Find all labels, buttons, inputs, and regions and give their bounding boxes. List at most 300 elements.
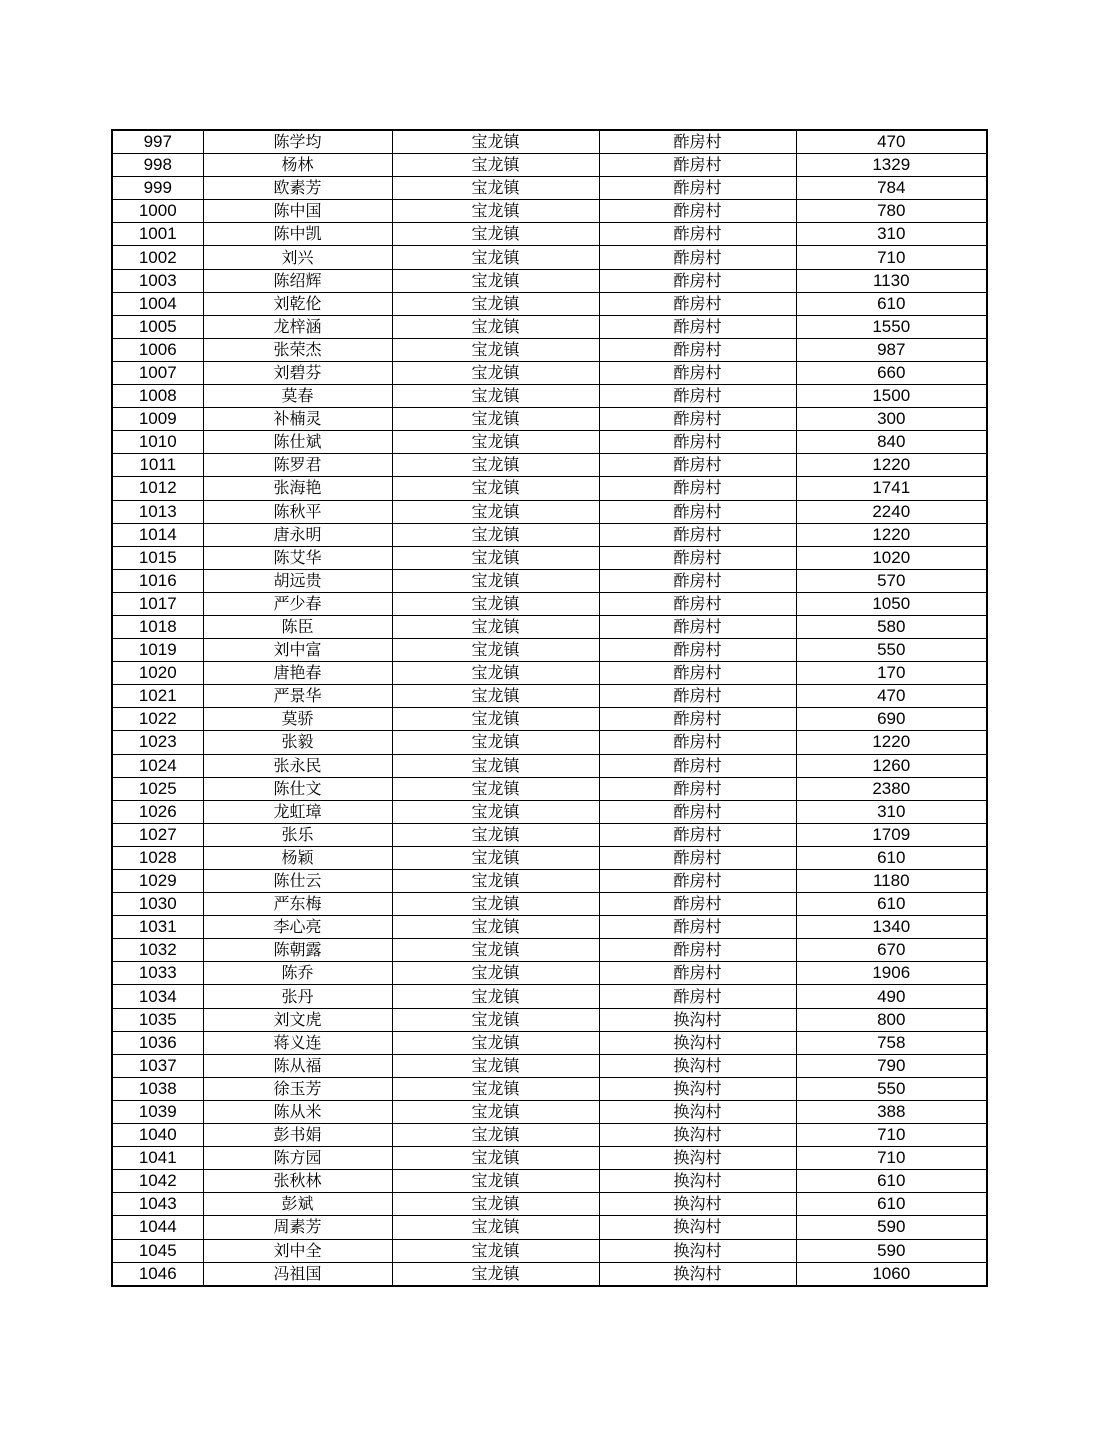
village-cell: 酢房村 <box>599 223 796 246</box>
amount-cell: 690 <box>796 708 987 731</box>
village-cell: 酢房村 <box>599 639 796 662</box>
amount-cell: 1220 <box>796 523 987 546</box>
row-number-cell: 1012 <box>112 477 203 500</box>
town-cell: 宝龙镇 <box>392 893 599 916</box>
village-cell: 换沟村 <box>599 1031 796 1054</box>
row-number-cell: 1000 <box>112 200 203 223</box>
row-number-cell: 1010 <box>112 431 203 454</box>
town-cell: 宝龙镇 <box>392 708 599 731</box>
village-cell: 酢房村 <box>599 569 796 592</box>
table-row <box>112 1262 987 1286</box>
amount-cell: 610 <box>796 846 987 869</box>
village-cell: 换沟村 <box>599 1100 796 1123</box>
amount-cell: 1340 <box>796 916 987 939</box>
village-cell: 酢房村 <box>599 315 796 338</box>
amount-cell: 1060 <box>796 1262 987 1286</box>
row-number-cell: 1006 <box>112 338 203 361</box>
town-cell: 宝龙镇 <box>392 200 599 223</box>
village-cell: 酢房村 <box>599 385 796 408</box>
town-cell: 宝龙镇 <box>392 846 599 869</box>
amount-cell: 550 <box>796 1077 987 1100</box>
name-cell: 陈秋平 <box>203 500 392 523</box>
row-number-cell: 1002 <box>112 246 203 269</box>
amount-cell: 840 <box>796 431 987 454</box>
row-number-cell: 1022 <box>112 708 203 731</box>
village-cell: 酢房村 <box>599 177 796 200</box>
row-number-cell: 1026 <box>112 800 203 823</box>
town-cell: 宝龙镇 <box>392 777 599 800</box>
amount-cell: 710 <box>796 246 987 269</box>
amount-cell: 1220 <box>796 731 987 754</box>
name-cell: 陈朝露 <box>203 939 392 962</box>
town-cell: 宝龙镇 <box>392 1054 599 1077</box>
row-number-cell: 1036 <box>112 1031 203 1054</box>
name-cell: 莫骄 <box>203 708 392 731</box>
town-cell: 宝龙镇 <box>392 870 599 893</box>
table-row <box>112 315 987 338</box>
table-row <box>112 1193 987 1216</box>
row-number-cell: 999 <box>112 177 203 200</box>
row-number-cell: 1029 <box>112 870 203 893</box>
village-cell: 酢房村 <box>599 685 796 708</box>
town-cell: 宝龙镇 <box>392 1170 599 1193</box>
town-cell: 宝龙镇 <box>392 754 599 777</box>
row-number-cell: 1016 <box>112 569 203 592</box>
table-row <box>112 685 987 708</box>
amount-cell: 1550 <box>796 315 987 338</box>
village-cell: 换沟村 <box>599 1170 796 1193</box>
name-cell: 陈仕云 <box>203 870 392 893</box>
amount-cell: 1500 <box>796 385 987 408</box>
table-row <box>112 1170 987 1193</box>
row-number-cell: 998 <box>112 154 203 177</box>
village-cell: 酢房村 <box>599 269 796 292</box>
town-cell: 宝龙镇 <box>392 823 599 846</box>
table-row <box>112 338 987 361</box>
town-cell: 宝龙镇 <box>392 385 599 408</box>
amount-cell: 1906 <box>796 962 987 985</box>
row-number-cell: 1019 <box>112 639 203 662</box>
amount-cell: 1741 <box>796 477 987 500</box>
row-number-cell: 1042 <box>112 1170 203 1193</box>
amount-cell: 490 <box>796 985 987 1008</box>
row-number-cell: 1035 <box>112 1008 203 1031</box>
table-row <box>112 223 987 246</box>
row-number-cell: 1007 <box>112 361 203 384</box>
village-cell: 酢房村 <box>599 777 796 800</box>
town-cell: 宝龙镇 <box>392 546 599 569</box>
row-number-cell: 1038 <box>112 1077 203 1100</box>
name-cell: 陈从米 <box>203 1100 392 1123</box>
name-cell: 龙虹璋 <box>203 800 392 823</box>
amount-cell: 580 <box>796 615 987 638</box>
name-cell: 陈仕斌 <box>203 431 392 454</box>
name-cell: 陈仕文 <box>203 777 392 800</box>
row-number-cell: 1013 <box>112 500 203 523</box>
table-row <box>112 1031 987 1054</box>
row-number-cell: 1039 <box>112 1100 203 1123</box>
table-row <box>112 1054 987 1077</box>
table-row <box>112 846 987 869</box>
name-cell: 陈绍辉 <box>203 269 392 292</box>
town-cell: 宝龙镇 <box>392 523 599 546</box>
name-cell: 陈学均 <box>203 130 392 154</box>
row-number-cell: 997 <box>112 130 203 154</box>
row-number-cell: 1040 <box>112 1124 203 1147</box>
town-cell: 宝龙镇 <box>392 477 599 500</box>
name-cell: 张海艳 <box>203 477 392 500</box>
table-row <box>112 454 987 477</box>
row-number-cell: 1001 <box>112 223 203 246</box>
town-cell: 宝龙镇 <box>392 292 599 315</box>
name-cell: 胡远贵 <box>203 569 392 592</box>
name-cell: 陈乔 <box>203 962 392 985</box>
town-cell: 宝龙镇 <box>392 685 599 708</box>
village-cell: 酢房村 <box>599 592 796 615</box>
table-row <box>112 893 987 916</box>
town-cell: 宝龙镇 <box>392 1077 599 1100</box>
amount-cell: 470 <box>796 130 987 154</box>
amount-cell: 2240 <box>796 500 987 523</box>
table-row <box>112 130 987 154</box>
amount-cell: 710 <box>796 1124 987 1147</box>
town-cell: 宝龙镇 <box>392 592 599 615</box>
town-cell: 宝龙镇 <box>392 1262 599 1286</box>
village-cell: 酢房村 <box>599 985 796 1008</box>
name-cell: 莫春 <box>203 385 392 408</box>
town-cell: 宝龙镇 <box>392 1008 599 1031</box>
town-cell: 宝龙镇 <box>392 177 599 200</box>
name-cell: 徐玉芳 <box>203 1077 392 1100</box>
name-cell: 补楠灵 <box>203 408 392 431</box>
table-body <box>112 130 987 1286</box>
table-row <box>112 292 987 315</box>
amount-cell: 660 <box>796 361 987 384</box>
amount-cell: 1050 <box>796 592 987 615</box>
town-cell: 宝龙镇 <box>392 315 599 338</box>
town-cell: 宝龙镇 <box>392 1239 599 1262</box>
row-number-cell: 1044 <box>112 1216 203 1239</box>
table-row <box>112 200 987 223</box>
amount-cell: 590 <box>796 1216 987 1239</box>
village-cell: 酢房村 <box>599 754 796 777</box>
table-row <box>112 615 987 638</box>
name-cell: 刘中富 <box>203 639 392 662</box>
town-cell: 宝龙镇 <box>392 500 599 523</box>
town-cell: 宝龙镇 <box>392 154 599 177</box>
table-row <box>112 592 987 615</box>
name-cell: 严少春 <box>203 592 392 615</box>
table-row <box>112 777 987 800</box>
table-row <box>112 800 987 823</box>
amount-cell: 710 <box>796 1147 987 1170</box>
town-cell: 宝龙镇 <box>392 615 599 638</box>
table-row <box>112 431 987 454</box>
name-cell: 刘中全 <box>203 1239 392 1262</box>
village-cell: 酢房村 <box>599 708 796 731</box>
table-row <box>112 477 987 500</box>
village-cell: 酢房村 <box>599 916 796 939</box>
table-row <box>112 1100 987 1123</box>
village-cell: 酢房村 <box>599 500 796 523</box>
village-cell: 酢房村 <box>599 893 796 916</box>
row-number-cell: 1009 <box>112 408 203 431</box>
row-number-cell: 1015 <box>112 546 203 569</box>
village-cell: 酢房村 <box>599 870 796 893</box>
village-cell: 换沟村 <box>599 1008 796 1031</box>
row-number-cell: 1034 <box>112 985 203 1008</box>
name-cell: 欧素芳 <box>203 177 392 200</box>
village-cell: 换沟村 <box>599 1193 796 1216</box>
row-number-cell: 1030 <box>112 893 203 916</box>
village-cell: 酢房村 <box>599 477 796 500</box>
table-row <box>112 1147 987 1170</box>
village-cell: 酢房村 <box>599 338 796 361</box>
row-number-cell: 1004 <box>112 292 203 315</box>
amount-cell: 470 <box>796 685 987 708</box>
amount-cell: 300 <box>796 408 987 431</box>
name-cell: 唐永明 <box>203 523 392 546</box>
table-row <box>112 916 987 939</box>
row-number-cell: 1033 <box>112 962 203 985</box>
name-cell: 彭斌 <box>203 1193 392 1216</box>
town-cell: 宝龙镇 <box>392 338 599 361</box>
name-cell: 陈艾华 <box>203 546 392 569</box>
table-row <box>112 962 987 985</box>
amount-cell: 758 <box>796 1031 987 1054</box>
village-cell: 酢房村 <box>599 246 796 269</box>
village-cell: 酢房村 <box>599 200 796 223</box>
name-cell: 陈从福 <box>203 1054 392 1077</box>
town-cell: 宝龙镇 <box>392 269 599 292</box>
name-cell: 李心亮 <box>203 916 392 939</box>
name-cell: 张丹 <box>203 985 392 1008</box>
name-cell: 周素芳 <box>203 1216 392 1239</box>
row-number-cell: 1027 <box>112 823 203 846</box>
town-cell: 宝龙镇 <box>392 408 599 431</box>
row-number-cell: 1005 <box>112 315 203 338</box>
amount-cell: 1220 <box>796 454 987 477</box>
row-number-cell: 1024 <box>112 754 203 777</box>
table-row <box>112 385 987 408</box>
town-cell: 宝龙镇 <box>392 1147 599 1170</box>
name-cell: 严景华 <box>203 685 392 708</box>
table-row <box>112 870 987 893</box>
name-cell: 刘文虎 <box>203 1008 392 1031</box>
village-cell: 酢房村 <box>599 731 796 754</box>
table-row <box>112 639 987 662</box>
town-cell: 宝龙镇 <box>392 223 599 246</box>
amount-cell: 550 <box>796 639 987 662</box>
town-cell: 宝龙镇 <box>392 800 599 823</box>
village-cell: 酢房村 <box>599 523 796 546</box>
amount-cell: 610 <box>796 1193 987 1216</box>
town-cell: 宝龙镇 <box>392 1193 599 1216</box>
name-cell: 张永民 <box>203 754 392 777</box>
table-row <box>112 177 987 200</box>
village-cell: 酢房村 <box>599 408 796 431</box>
table-row <box>112 708 987 731</box>
name-cell: 陈中国 <box>203 200 392 223</box>
amount-cell: 987 <box>796 338 987 361</box>
row-number-cell: 1021 <box>112 685 203 708</box>
row-number-cell: 1020 <box>112 662 203 685</box>
village-cell: 换沟村 <box>599 1077 796 1100</box>
table-row <box>112 823 987 846</box>
village-cell: 酢房村 <box>599 154 796 177</box>
row-number-cell: 1014 <box>112 523 203 546</box>
village-cell: 酢房村 <box>599 939 796 962</box>
name-cell: 彭书娟 <box>203 1124 392 1147</box>
table-row <box>112 1124 987 1147</box>
village-cell: 酢房村 <box>599 361 796 384</box>
town-cell: 宝龙镇 <box>392 985 599 1008</box>
village-cell: 换沟村 <box>599 1262 796 1286</box>
row-number-cell: 1046 <box>112 1262 203 1286</box>
amount-cell: 790 <box>796 1054 987 1077</box>
village-cell: 酢房村 <box>599 130 796 154</box>
table-row <box>112 361 987 384</box>
name-cell: 陈方园 <box>203 1147 392 1170</box>
town-cell: 宝龙镇 <box>392 1100 599 1123</box>
village-cell: 换沟村 <box>599 1239 796 1262</box>
town-cell: 宝龙镇 <box>392 939 599 962</box>
village-cell: 酢房村 <box>599 431 796 454</box>
village-cell: 换沟村 <box>599 1147 796 1170</box>
town-cell: 宝龙镇 <box>392 639 599 662</box>
name-cell: 杨颖 <box>203 846 392 869</box>
town-cell: 宝龙镇 <box>392 569 599 592</box>
name-cell: 陈罗君 <box>203 454 392 477</box>
amount-cell: 610 <box>796 893 987 916</box>
amount-cell: 1180 <box>796 870 987 893</box>
name-cell: 唐艳春 <box>203 662 392 685</box>
amount-cell: 784 <box>796 177 987 200</box>
table-row <box>112 246 987 269</box>
name-cell: 蒋义连 <box>203 1031 392 1054</box>
row-number-cell: 1018 <box>112 615 203 638</box>
name-cell: 陈臣 <box>203 615 392 638</box>
table-row <box>112 523 987 546</box>
amount-cell: 800 <box>796 1008 987 1031</box>
table-row <box>112 662 987 685</box>
town-cell: 宝龙镇 <box>392 1216 599 1239</box>
town-cell: 宝龙镇 <box>392 662 599 685</box>
village-cell: 酢房村 <box>599 454 796 477</box>
row-number-cell: 1041 <box>112 1147 203 1170</box>
table-row <box>112 754 987 777</box>
amount-cell: 1260 <box>796 754 987 777</box>
row-number-cell: 1031 <box>112 916 203 939</box>
amount-cell: 310 <box>796 223 987 246</box>
name-cell: 龙梓涵 <box>203 315 392 338</box>
row-number-cell: 1043 <box>112 1193 203 1216</box>
name-cell: 严东梅 <box>203 893 392 916</box>
village-cell: 酢房村 <box>599 800 796 823</box>
village-cell: 酢房村 <box>599 292 796 315</box>
town-cell: 宝龙镇 <box>392 454 599 477</box>
amount-cell: 1709 <box>796 823 987 846</box>
row-number-cell: 1025 <box>112 777 203 800</box>
table-row <box>112 569 987 592</box>
amount-cell: 670 <box>796 939 987 962</box>
amount-cell: 1130 <box>796 269 987 292</box>
village-cell: 换沟村 <box>599 1054 796 1077</box>
town-cell: 宝龙镇 <box>392 130 599 154</box>
table-row <box>112 154 987 177</box>
amount-cell: 590 <box>796 1239 987 1262</box>
town-cell: 宝龙镇 <box>392 1031 599 1054</box>
amount-cell: 170 <box>796 662 987 685</box>
village-cell: 酢房村 <box>599 615 796 638</box>
row-number-cell: 1011 <box>112 454 203 477</box>
name-cell: 陈中凯 <box>203 223 392 246</box>
table-row <box>112 1216 987 1239</box>
table-row <box>112 985 987 1008</box>
name-cell: 刘兴 <box>203 246 392 269</box>
row-number-cell: 1045 <box>112 1239 203 1262</box>
row-number-cell: 1028 <box>112 846 203 869</box>
table-row <box>112 408 987 431</box>
town-cell: 宝龙镇 <box>392 731 599 754</box>
town-cell: 宝龙镇 <box>392 1124 599 1147</box>
name-cell: 冯祖国 <box>203 1262 392 1286</box>
town-cell: 宝龙镇 <box>392 361 599 384</box>
town-cell: 宝龙镇 <box>392 916 599 939</box>
amount-cell: 610 <box>796 292 987 315</box>
table-row <box>112 1008 987 1031</box>
village-cell: 酢房村 <box>599 962 796 985</box>
village-cell: 换沟村 <box>599 1216 796 1239</box>
name-cell: 刘乾伦 <box>203 292 392 315</box>
name-cell: 杨林 <box>203 154 392 177</box>
row-number-cell: 1037 <box>112 1054 203 1077</box>
row-number-cell: 1032 <box>112 939 203 962</box>
table-row <box>112 1239 987 1262</box>
village-cell: 酢房村 <box>599 846 796 869</box>
name-cell: 张乐 <box>203 823 392 846</box>
village-cell: 换沟村 <box>599 1124 796 1147</box>
table-row <box>112 731 987 754</box>
name-cell: 张荣杰 <box>203 338 392 361</box>
village-cell: 酢房村 <box>599 546 796 569</box>
amount-cell: 780 <box>796 200 987 223</box>
amount-cell: 2380 <box>796 777 987 800</box>
village-cell: 酢房村 <box>599 823 796 846</box>
town-cell: 宝龙镇 <box>392 246 599 269</box>
amount-cell: 570 <box>796 569 987 592</box>
name-cell: 张秋林 <box>203 1170 392 1193</box>
data-table <box>111 129 988 1287</box>
table-row <box>112 546 987 569</box>
amount-cell: 610 <box>796 1170 987 1193</box>
name-cell: 刘碧芬 <box>203 361 392 384</box>
amount-cell: 310 <box>796 800 987 823</box>
amount-cell: 1329 <box>796 154 987 177</box>
row-number-cell: 1008 <box>112 385 203 408</box>
row-number-cell: 1017 <box>112 592 203 615</box>
table-row <box>112 500 987 523</box>
name-cell: 张毅 <box>203 731 392 754</box>
table-row <box>112 269 987 292</box>
town-cell: 宝龙镇 <box>392 431 599 454</box>
village-cell: 酢房村 <box>599 662 796 685</box>
table-row <box>112 1077 987 1100</box>
table-row <box>112 939 987 962</box>
row-number-cell: 1023 <box>112 731 203 754</box>
amount-cell: 388 <box>796 1100 987 1123</box>
amount-cell: 1020 <box>796 546 987 569</box>
